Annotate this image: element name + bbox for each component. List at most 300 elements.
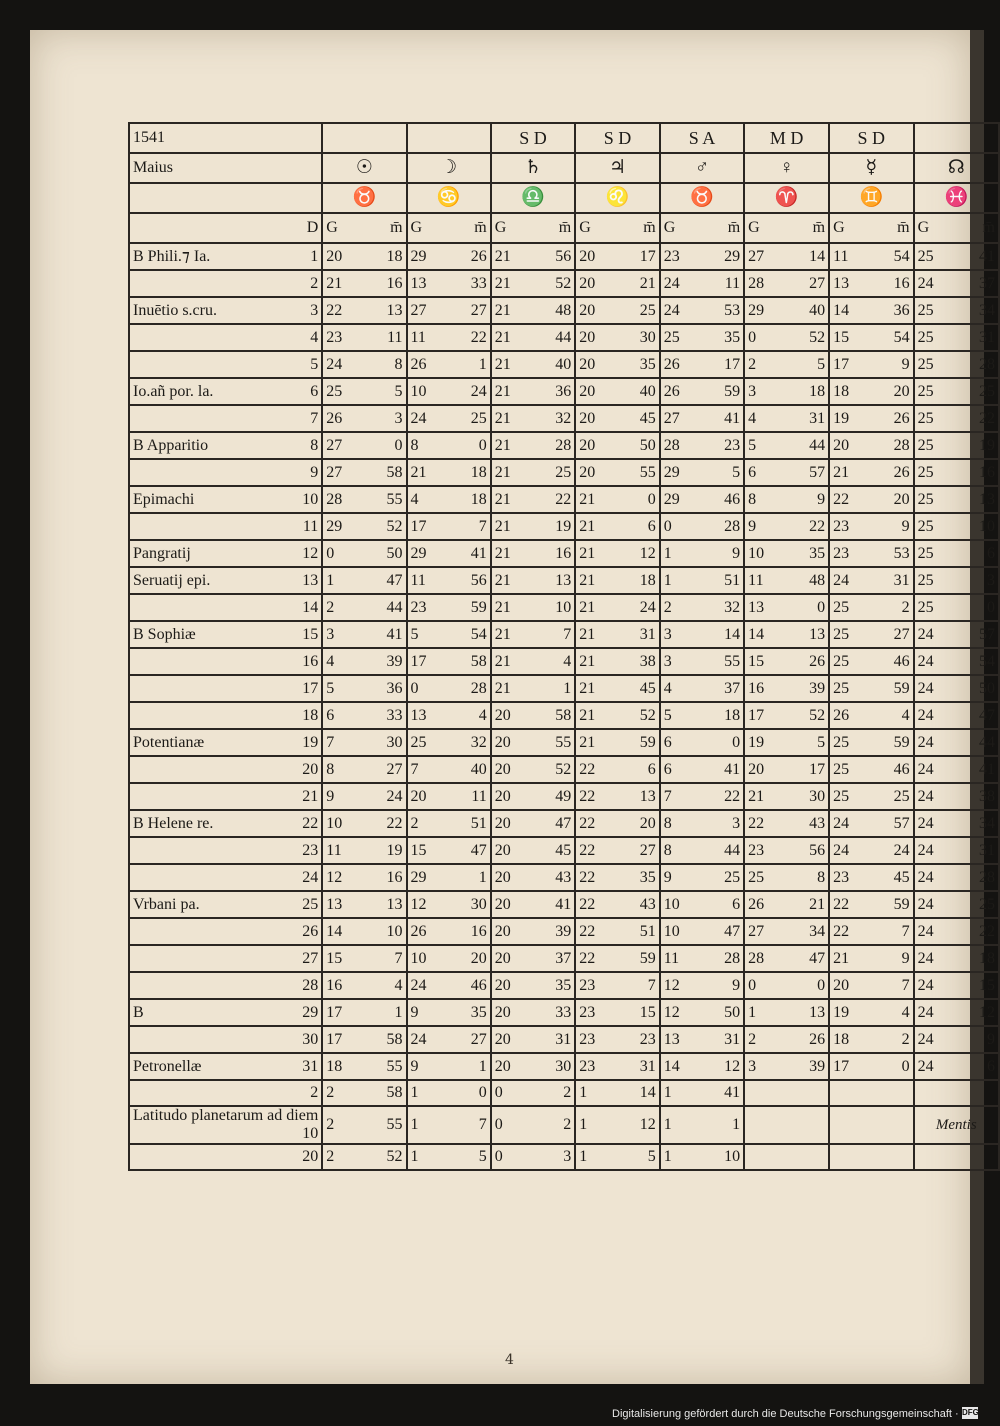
feast-label-cell (129, 243, 322, 270)
position-cell (575, 837, 660, 864)
latitude-empty-cell (914, 1080, 999, 1106)
degrees-value: 25 (917, 409, 934, 427)
degrees-value: 2 (410, 814, 419, 832)
position-cell (744, 459, 829, 486)
minutes-value: 7 (901, 922, 910, 940)
unit-header-cell (660, 213, 744, 243)
table-row (129, 648, 999, 675)
latitude-cell (660, 1080, 744, 1106)
degrees-value: 20 (494, 1030, 511, 1048)
position-cell (575, 270, 660, 297)
feast-label-cell (129, 351, 322, 378)
position-cell (829, 405, 914, 432)
minutes-value: 12 (639, 1116, 656, 1133)
position-cell (322, 783, 406, 810)
position-cell (575, 513, 660, 540)
blank-label-cell (129, 183, 322, 213)
minutes-value: 41 (386, 625, 403, 643)
feast-label-cell (129, 1053, 322, 1080)
position-cell (407, 432, 491, 459)
position-cell (575, 864, 660, 891)
position-cell (575, 702, 660, 729)
position-cell (322, 567, 406, 594)
degrees-value: 14 (748, 625, 765, 643)
degrees-value: 1 (410, 1116, 419, 1133)
position-cell (407, 1026, 491, 1053)
minutes-value: 15 (639, 1003, 656, 1021)
position-cell (491, 324, 576, 351)
minutes-value: 17 (639, 247, 656, 265)
minutes-value: 0 (647, 490, 656, 508)
degrees-value: 21 (494, 328, 511, 346)
header-row-signs (129, 183, 999, 213)
degrees-value: 27 (326, 463, 343, 481)
position-cell (914, 783, 999, 810)
degrees-value: 25 (917, 301, 934, 319)
degrees-value: 22 (833, 922, 850, 940)
degrees-value: 13 (410, 274, 427, 292)
degrees-value: 20 (494, 787, 511, 805)
degrees-value: 25 (833, 679, 850, 697)
degrees-value: 17 (833, 1057, 850, 1075)
degrees-value: 29 (663, 463, 680, 481)
position-cell (322, 972, 406, 999)
minutes-value: 7 (647, 976, 656, 994)
position-cell (660, 810, 744, 837)
latitude-day: 20 (302, 1148, 319, 1165)
minutes-value: 55 (386, 490, 403, 508)
position-cell (491, 891, 576, 918)
minutes-value: 0 (478, 436, 487, 454)
position-cell (744, 945, 829, 972)
minutes-value: 24 (639, 598, 656, 616)
degrees-value: 24 (326, 355, 343, 373)
degrees-value: 21 (494, 274, 511, 292)
degrees-value: 12 (410, 895, 427, 913)
position-cell (660, 270, 744, 297)
unit-header-cell (575, 213, 660, 243)
degrees-value: 20 (579, 382, 596, 400)
degrees-value: 10 (410, 382, 427, 400)
degrees-value: 20 (579, 301, 596, 319)
position-cell (407, 459, 491, 486)
position-cell (407, 999, 491, 1026)
degrees-value: 24 (917, 814, 934, 832)
degrees-value: 24 (917, 922, 934, 940)
minutes-value: 38 (639, 652, 656, 670)
degrees-value: 20 (494, 922, 511, 940)
feast-label-cell (129, 270, 322, 297)
position-cell (407, 972, 491, 999)
degrees-value: 22 (579, 814, 596, 832)
minutes-value: 9 (732, 976, 741, 994)
header-letter-cell (407, 123, 491, 153)
degrees-value: 23 (833, 868, 850, 886)
feast-label-cell (129, 1026, 322, 1053)
position-cell (914, 729, 999, 756)
degrees-value: 13 (410, 706, 427, 724)
degrees-value: 28 (748, 949, 765, 967)
degrees-value: 6 (663, 760, 672, 778)
header-row-letters (129, 123, 999, 153)
position-cell (660, 297, 744, 324)
position-cell (575, 1026, 660, 1053)
day-number: 5 (310, 355, 319, 373)
degrees-value: 8 (326, 760, 335, 778)
day-number: 21 (302, 787, 319, 805)
position-cell (491, 945, 576, 972)
minutes-value: 10 (979, 517, 995, 535)
position-cell (829, 1053, 914, 1080)
minutes-value: 4 (394, 976, 403, 994)
position-cell (914, 837, 999, 864)
position-cell (660, 405, 744, 432)
degrees-value: 17 (410, 517, 427, 535)
minutes-value: 25 (724, 868, 741, 886)
degree-unit: G (663, 219, 676, 236)
position-cell (660, 783, 744, 810)
minutes-value: 57 (893, 814, 910, 832)
degrees-value: 10 (410, 949, 427, 967)
minutes-value: 55 (639, 463, 656, 481)
minutes-value: 10 (724, 1148, 741, 1165)
feast-name: Petronellæ (133, 1057, 202, 1075)
degrees-value: 10 (748, 544, 765, 562)
minutes-value: 47 (555, 814, 572, 832)
minutes-value: 35 (724, 328, 741, 346)
position-cell (914, 243, 999, 270)
position-cell (744, 351, 829, 378)
day-number: 15 (302, 625, 319, 643)
position-cell (660, 432, 744, 459)
minutes-value: 24 (893, 841, 910, 859)
zodiac-sign-cell: ♋ (407, 183, 491, 213)
minutes-value: 41 (979, 760, 995, 778)
degrees-value: 6 (326, 706, 335, 724)
degrees-value: 29 (663, 490, 680, 508)
minutes-value: 18 (809, 382, 826, 400)
latitude-empty-cell (744, 1080, 829, 1106)
position-cell (575, 1053, 660, 1080)
degrees-value: 20 (494, 895, 511, 913)
minute-unit: m̄ (727, 219, 741, 236)
minutes-value: 30 (639, 328, 656, 346)
degrees-value: 27 (748, 247, 765, 265)
position-cell (660, 513, 744, 540)
position-cell (660, 486, 744, 513)
latitude-cell (407, 1080, 491, 1106)
minutes-value: 31 (555, 1030, 572, 1048)
minutes-value: 11 (471, 787, 487, 805)
minutes-value: 26 (809, 1030, 826, 1048)
position-cell (829, 756, 914, 783)
minutes-value: 2 (563, 1084, 572, 1101)
degrees-value: 25 (917, 355, 934, 373)
latitude-row (129, 1106, 999, 1144)
feast-label-cell (129, 918, 322, 945)
degrees-value: 21 (494, 436, 511, 454)
position-cell (491, 432, 576, 459)
zodiac-sign-cell: ♉ (322, 183, 406, 213)
minutes-value: 18 (639, 571, 656, 589)
minutes-value: 27 (470, 1030, 487, 1048)
degrees-value: 20 (494, 1003, 511, 1021)
minutes-value: 59 (639, 733, 656, 751)
degrees-value: 20 (579, 409, 596, 427)
minutes-value: 3 (732, 814, 741, 832)
degrees-value: 0 (494, 1084, 503, 1101)
degrees-value: 2 (326, 598, 335, 616)
degrees-value: 1 (579, 1116, 588, 1133)
minutes-value: 13 (386, 895, 403, 913)
latitude-row (129, 1080, 999, 1106)
minutes-value: 51 (470, 814, 487, 832)
minutes-value: 11 (387, 328, 403, 346)
degrees-value: 21 (579, 706, 596, 724)
position-cell (322, 756, 406, 783)
position-cell (914, 918, 999, 945)
position-cell (744, 918, 829, 945)
degrees-value: 9 (326, 787, 335, 805)
day-number: 25 (302, 895, 319, 913)
position-cell (914, 540, 999, 567)
degrees-value: 13 (833, 274, 850, 292)
degrees-value: 18 (326, 1057, 343, 1075)
minutes-value: 27 (893, 625, 910, 643)
minutes-value: 36 (893, 301, 910, 319)
minutes-value: 17 (724, 355, 741, 373)
minutes-value: 43 (555, 868, 572, 886)
minutes-value: 22 (979, 409, 995, 427)
minutes-value: 9 (901, 517, 910, 535)
day-number: 14 (302, 598, 319, 616)
degrees-value: 21 (494, 409, 511, 427)
degrees-value: 4 (326, 652, 335, 670)
degrees-value: 29 (410, 544, 427, 562)
degrees-value: 24 (410, 409, 427, 427)
position-cell (491, 648, 576, 675)
latitude-empty-cell: Mentis (914, 1106, 999, 1144)
minutes-value: 38 (979, 787, 995, 805)
degrees-value: 8 (663, 841, 672, 859)
minutes-value: 47 (470, 841, 487, 859)
degrees-value: 3 (748, 1057, 757, 1075)
position-cell (914, 270, 999, 297)
position-cell (491, 837, 576, 864)
position-cell (407, 243, 491, 270)
position-cell (660, 648, 744, 675)
minutes-value: 28 (979, 355, 995, 373)
position-cell (575, 918, 660, 945)
day-number: 2 (310, 274, 319, 292)
latitude-empty-cell (744, 1144, 829, 1170)
degrees-value: 1 (663, 1116, 672, 1133)
day-number: 28 (302, 976, 319, 994)
zodiac-sign-cell: ♈ (744, 183, 829, 213)
minutes-value: 25 (893, 787, 910, 805)
position-cell (322, 999, 406, 1026)
position-cell (829, 459, 914, 486)
degrees-value: 21 (494, 598, 511, 616)
position-cell (914, 1053, 999, 1080)
planet-symbol-cell: ♂ (660, 153, 744, 183)
position-cell (491, 918, 576, 945)
table-row (129, 999, 999, 1026)
position-cell (491, 675, 576, 702)
degrees-value: 21 (494, 652, 511, 670)
degrees-value: 25 (917, 436, 934, 454)
degrees-value: 20 (494, 760, 511, 778)
minutes-value: 39 (809, 679, 826, 697)
degrees-value: 1 (410, 1148, 419, 1165)
degrees-value: 23 (748, 841, 765, 859)
degrees-value: 21 (579, 652, 596, 670)
table-row (129, 270, 999, 297)
minutes-value: 58 (386, 1030, 403, 1048)
position-cell (829, 486, 914, 513)
latitude-empty-cell (829, 1144, 914, 1170)
position-cell (491, 513, 576, 540)
minutes-value: 15 (979, 976, 995, 994)
minute-unit: m̄ (643, 219, 656, 236)
minutes-value: 2 (901, 1030, 910, 1048)
month-cell: Maius (129, 153, 322, 183)
feast-name: Potentianæ (133, 733, 205, 751)
minutes-value: 32 (555, 409, 572, 427)
position-cell (575, 243, 660, 270)
degrees-value: 11 (748, 571, 764, 589)
degrees-value: 20 (494, 814, 511, 832)
minutes-value: 41 (470, 544, 487, 562)
minutes-value: 45 (893, 868, 910, 886)
header-letter-cell: S A (660, 123, 744, 153)
degrees-value: 24 (917, 949, 934, 967)
degrees-value: 20 (579, 355, 596, 373)
minutes-value: 44 (724, 841, 741, 859)
degrees-value: 8 (410, 436, 419, 454)
minutes-value: 3 (563, 1148, 572, 1165)
minute-unit: m̄ (982, 219, 995, 236)
unit-header-cell (407, 213, 491, 243)
minutes-value: 39 (386, 652, 403, 670)
minutes-value: 4 (478, 706, 487, 724)
degrees-value: 27 (410, 301, 427, 319)
minutes-value: 31 (893, 571, 910, 589)
position-cell (829, 999, 914, 1026)
zodiac-sign-cell: ♊ (829, 183, 914, 213)
degrees-value: 29 (410, 868, 427, 886)
minutes-value: 41 (724, 760, 741, 778)
position-cell (407, 405, 491, 432)
day-number: 26 (302, 922, 319, 940)
table-row (129, 729, 999, 756)
position-cell (914, 324, 999, 351)
day-number: 29 (302, 1003, 319, 1021)
degrees-value: 24 (917, 976, 934, 994)
degrees-value: 20 (494, 841, 511, 859)
minutes-value: 33 (386, 706, 403, 724)
latitude-empty-cell (829, 1080, 914, 1106)
position-cell (575, 405, 660, 432)
feast-name: B (133, 1003, 144, 1021)
minutes-value: 55 (724, 652, 741, 670)
minutes-value: 37 (979, 274, 995, 292)
minutes-value: 12 (724, 1057, 741, 1075)
minutes-value: 5 (394, 382, 403, 400)
minutes-value: 8 (394, 355, 403, 373)
latitude-cell (660, 1106, 744, 1144)
degrees-value: 22 (579, 922, 596, 940)
minutes-value: 13 (979, 490, 995, 508)
latitude-empty-cell (829, 1106, 914, 1144)
minutes-value: 18 (724, 706, 741, 724)
minutes-value: 50 (386, 544, 403, 562)
degrees-value: 20 (326, 247, 343, 265)
minutes-value: 55 (555, 733, 572, 751)
minutes-value: 52 (809, 328, 826, 346)
position-cell (491, 243, 576, 270)
minutes-value: 32 (724, 598, 741, 616)
position-cell (322, 594, 406, 621)
degrees-value: 25 (833, 760, 850, 778)
degrees-value: 1 (663, 1084, 672, 1101)
latitude-cell (322, 1144, 406, 1170)
table-row (129, 864, 999, 891)
degrees-value: 22 (326, 301, 343, 319)
table-row (129, 810, 999, 837)
position-cell (744, 756, 829, 783)
minutes-value: 16 (979, 463, 995, 481)
position-cell (575, 486, 660, 513)
minutes-value: 24 (470, 382, 487, 400)
degrees-value: 24 (917, 733, 934, 751)
degrees-value: 10 (663, 922, 680, 940)
planet-symbol-cell: ♀ (744, 153, 829, 183)
minutes-value: 2 (563, 1116, 572, 1133)
minutes-value: 44 (386, 598, 403, 616)
table-row (129, 486, 999, 513)
minutes-value: 59 (639, 949, 656, 967)
position-cell (575, 324, 660, 351)
latitude-label-cell (129, 1144, 322, 1170)
degrees-value: 21 (579, 679, 596, 697)
degrees-value: 21 (579, 733, 596, 751)
day-number: 24 (302, 868, 319, 886)
degrees-value: 23 (663, 247, 680, 265)
position-cell (575, 675, 660, 702)
position-cell (407, 918, 491, 945)
degrees-value: 29 (748, 301, 765, 319)
degrees-value: 25 (917, 571, 934, 589)
latitude-day: 2 (310, 1084, 319, 1101)
degree-unit: G (748, 219, 760, 236)
minutes-value: 46 (470, 976, 487, 994)
degrees-value: 1 (579, 1084, 588, 1101)
minutes-value: 59 (893, 733, 910, 751)
minutes-value: 35 (555, 976, 572, 994)
position-cell (660, 1053, 744, 1080)
day-number: 20 (302, 760, 319, 778)
unit-header-cell (491, 213, 576, 243)
ephemeris-table (128, 122, 1000, 1171)
table-row (129, 675, 999, 702)
minutes-value: 58 (386, 463, 403, 481)
minutes-value: 16 (386, 274, 403, 292)
minutes-value: 40 (555, 355, 572, 373)
degrees-value: 2 (748, 1030, 757, 1048)
degrees-value: 27 (748, 922, 765, 940)
degrees-value: 20 (579, 436, 596, 454)
